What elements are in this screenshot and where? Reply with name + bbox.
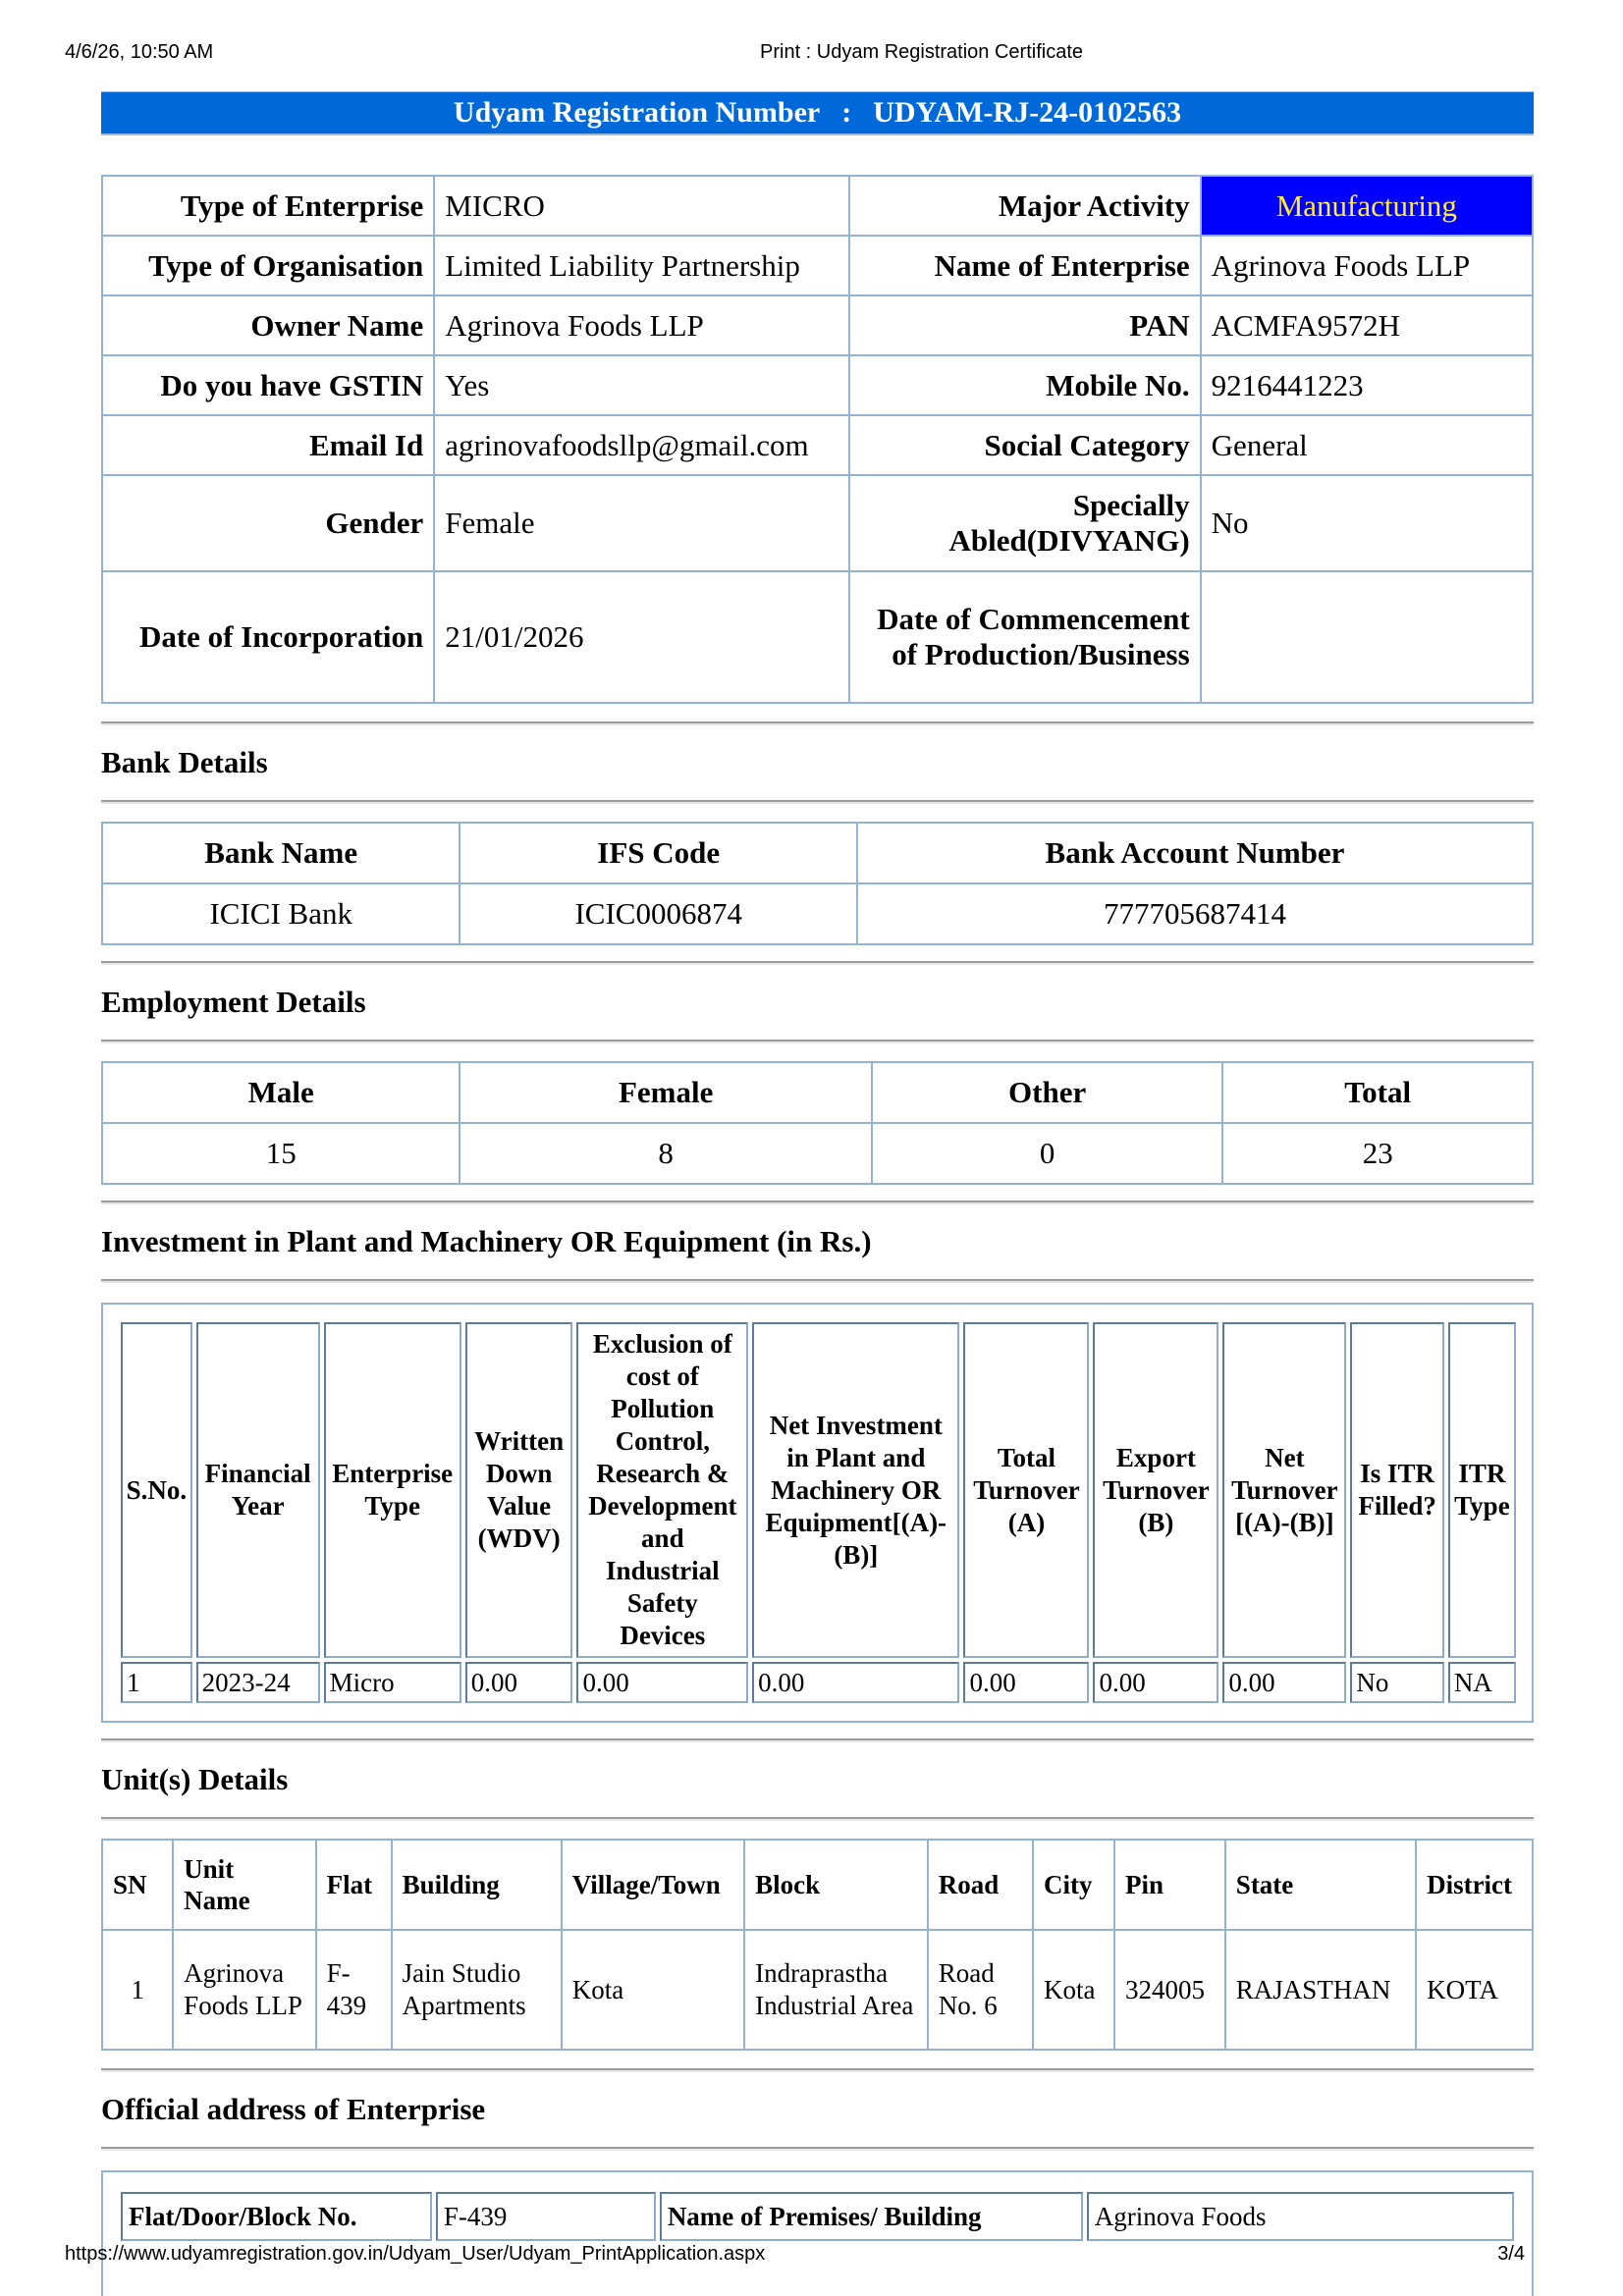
financial-year-header: Financial Year — [196, 1322, 320, 1658]
registration-number: UDYAM-RJ-24-0102563 — [873, 96, 1182, 129]
type-of-organisation-value: Limited Liability Partnership — [434, 236, 849, 295]
official-address-heading: Official address of Enterprise — [101, 2092, 486, 2126]
flat-door-block-label: Flat/Door/Block No. — [121, 2192, 432, 2241]
pan-value: ACMFA9572H — [1201, 295, 1533, 355]
financial-year-value: 2023-24 — [196, 1662, 320, 1703]
district-header: District — [1416, 1840, 1533, 1930]
itr-filled-value: No — [1350, 1662, 1443, 1703]
ifs-code-value: ICIC0006874 — [460, 883, 857, 944]
male-count: 15 — [102, 1123, 460, 1184]
divyang-label: Specially Abled(DIVYANG) — [849, 475, 1201, 571]
table-header-row — [102, 1062, 1533, 1123]
export-turnover-value: 0.00 — [1093, 1662, 1218, 1703]
city-value: Kota — [1033, 1930, 1114, 2050]
state-header: State — [1225, 1840, 1416, 1930]
table-row — [102, 415, 1533, 475]
other-count: 0 — [872, 1123, 1223, 1184]
page-number: 3/4 — [1497, 2243, 1525, 2265]
gender-label: Gender — [102, 475, 434, 571]
bank-details-heading: Bank Details — [101, 745, 268, 779]
exclusion-cost-value: 0.00 — [576, 1662, 748, 1703]
table-header-row — [102, 1840, 1533, 1930]
unit-name-header: Unit Name — [173, 1840, 315, 1930]
table-row — [102, 571, 1533, 703]
page-url: https://www.udyamregistration.gov.in/Udyam_User/Udyam_PrintApplication.aspx — [65, 2243, 766, 2265]
units-heading: Unit(s) Details — [101, 1762, 289, 1796]
block-header: Block — [744, 1840, 928, 1930]
total-turnover-header: Total Turnover (A) — [963, 1322, 1089, 1658]
mobile-label: Mobile No. — [849, 355, 1201, 415]
road-value: Road No. 6 — [928, 1930, 1033, 2050]
major-activity-value: Manufacturing — [1201, 176, 1533, 236]
table-row — [102, 1930, 1533, 2050]
table-row — [121, 2192, 1514, 2241]
gstin-value: Yes — [434, 355, 849, 415]
registration-number-bar — [101, 91, 1534, 135]
enterprise-details-table — [101, 175, 1534, 704]
total-header: Total — [1222, 1062, 1533, 1123]
type-of-organisation-label: Type of Organisation — [102, 236, 434, 295]
type-of-enterprise-value: MICRO — [434, 176, 849, 236]
road-header: Road — [928, 1840, 1033, 1930]
block-value: Indraprastha Industrial Area — [744, 1930, 928, 2050]
social-category-value: General — [1201, 415, 1533, 475]
itr-type-header: ITR Type — [1448, 1322, 1516, 1658]
flat-value: F-439 — [316, 1930, 392, 2050]
female-header: Female — [460, 1062, 871, 1123]
city-header: City — [1033, 1840, 1114, 1930]
email-value: agrinovafoodsllp@gmail.com — [434, 415, 849, 475]
net-investment-value: 0.00 — [752, 1662, 959, 1703]
employment-details-table — [101, 1061, 1534, 1185]
print-title: Print : Udyam Registration Certificate — [760, 41, 1084, 63]
district-value: KOTA — [1416, 1930, 1533, 2050]
pan-label: PAN — [849, 295, 1201, 355]
date-of-commencement-label: Date of Commencement of Production/Business — [849, 571, 1201, 703]
mobile-value: 9216441223 — [1201, 355, 1533, 415]
total-turnover-value: 0.00 — [963, 1662, 1089, 1703]
official-address-container — [101, 2170, 1534, 2296]
owner-name-label: Owner Name — [102, 295, 434, 355]
investment-table-container — [101, 1303, 1534, 1723]
table-row — [102, 475, 1533, 571]
date-of-commencement-value — [1201, 571, 1533, 703]
account-number-header: Bank Account Number — [857, 823, 1533, 883]
table-row — [102, 1123, 1533, 1184]
unit-details-table — [101, 1839, 1534, 2051]
sn-value: 1 — [102, 1930, 173, 2050]
table-row — [102, 883, 1533, 944]
wdv-value: 0.00 — [465, 1662, 573, 1703]
table-header-row — [121, 1322, 1516, 1658]
table-row — [102, 355, 1533, 415]
net-turnover-value: 0.00 — [1222, 1662, 1346, 1703]
premises-value: Agrinova Foods — [1087, 2192, 1514, 2241]
table-header-row — [102, 823, 1533, 883]
certificate-content — [101, 91, 1534, 2296]
table-row — [121, 1662, 1516, 1703]
table-row — [102, 295, 1533, 355]
total-count: 23 — [1222, 1123, 1533, 1184]
sn-header: SN — [102, 1840, 173, 1930]
investment-table — [117, 1318, 1520, 1707]
registration-label: Udyam Registration Number — [453, 96, 821, 129]
building-header: Building — [392, 1840, 562, 1930]
social-category-label: Social Category — [849, 415, 1201, 475]
print-footer — [0, 2243, 1623, 2272]
print-datetime: 4/6/26, 10:50 AM — [65, 41, 214, 63]
owner-name-value: Agrinova Foods LLP — [434, 295, 849, 355]
export-turnover-header: Export Turnover (B) — [1093, 1322, 1218, 1658]
other-header: Other — [872, 1062, 1223, 1123]
exclusion-cost-header: Exclusion of cost of Pollution Control, Research & Development and Industrial Safety Devices — [576, 1322, 748, 1658]
ifs-code-header: IFS Code — [460, 823, 857, 883]
print-header — [0, 41, 1623, 71]
state-value: RAJASTHAN — [1225, 1930, 1416, 2050]
pin-value: 324005 — [1114, 1930, 1225, 2050]
female-count: 8 — [460, 1123, 871, 1184]
employment-details-heading: Employment Details — [101, 985, 366, 1019]
net-investment-header: Net Investment in Plant and Machinery OR Equipment[(A)-(B)] — [752, 1322, 959, 1658]
account-number-value: 777705687414 — [857, 883, 1533, 944]
wdv-header: Written Down Value (WDV) — [465, 1322, 573, 1658]
date-of-incorporation-value: 21/01/2026 — [434, 571, 849, 703]
major-activity-label: Major Activity — [849, 176, 1201, 236]
table-row — [102, 176, 1533, 236]
date-of-incorporation-label: Date of Incorporation — [102, 571, 434, 703]
official-address-table — [117, 2188, 1518, 2245]
enterprise-type-value: Micro — [324, 1662, 461, 1703]
village-town-header: Village/Town — [562, 1840, 744, 1930]
type-of-enterprise-label: Type of Enterprise — [102, 176, 434, 236]
sno-value: 1 — [121, 1662, 192, 1703]
flat-door-block-value: F-439 — [436, 2192, 656, 2241]
name-of-enterprise-label: Name of Enterprise — [849, 236, 1201, 295]
pin-header: Pin — [1114, 1840, 1225, 1930]
bank-name-header: Bank Name — [102, 823, 460, 883]
male-header: Male — [102, 1062, 460, 1123]
registration-separator: : — [841, 96, 852, 129]
gender-value: Female — [434, 475, 849, 571]
itr-type-value: NA — [1448, 1662, 1516, 1703]
enterprise-type-header: Enterprise Type — [324, 1322, 461, 1658]
name-of-enterprise-value: Agrinova Foods LLP — [1201, 236, 1533, 295]
premises-label: Name of Premises/ Building — [660, 2192, 1083, 2241]
investment-heading: Investment in Plant and Machinery OR Equipment (in Rs.) — [101, 1224, 872, 1258]
building-value: Jain Studio Apartments — [392, 1930, 562, 2050]
itr-filled-header: Is ITR Filled? — [1350, 1322, 1443, 1658]
net-turnover-header: Net Turnover [(A)-(B)] — [1222, 1322, 1346, 1658]
gstin-label: Do you have GSTIN — [102, 355, 434, 415]
divyang-value: No — [1201, 475, 1533, 571]
unit-name-value: Agrinova Foods LLP — [173, 1930, 315, 2050]
divider — [101, 1279, 1534, 1283]
divider — [101, 2147, 1534, 2151]
sno-header: S.No. — [121, 1322, 192, 1658]
bank-name-value: ICICI Bank — [102, 883, 460, 944]
bank-details-table — [101, 822, 1534, 945]
email-label: Email Id — [102, 415, 434, 475]
table-row — [102, 236, 1533, 295]
village-town-value: Kota — [562, 1930, 744, 2050]
flat-header: Flat — [316, 1840, 392, 1930]
